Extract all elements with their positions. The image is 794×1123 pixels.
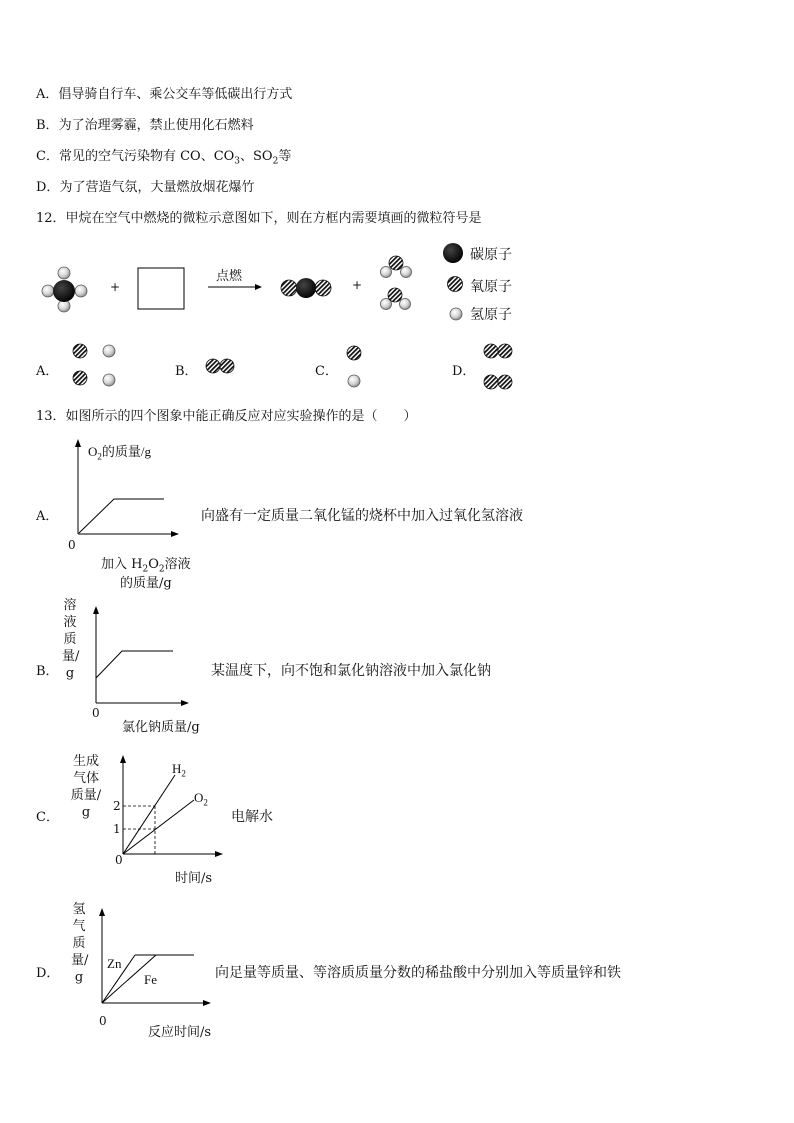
solution-mass-line (96, 651, 173, 678)
graph-a-xlabel-line2: 的质量/g (120, 576, 172, 591)
graph-b-ylabel: 溶液质量/g (62, 598, 80, 681)
water-molecule-icon (381, 288, 411, 310)
option-letter: B． (36, 118, 59, 133)
option-a (36, 83, 292, 102)
graph-d-description: 向足量等质量、等溶质质量分数的稀盐酸中分别加入等质量锌和铁 (215, 965, 621, 981)
question-13-stem: 13．如图所示的四个图象中能正确反应对应实验操作的是（ ） (36, 409, 417, 424)
legend-carbon-label: 碳原子 (470, 247, 512, 263)
legend-oxygen-label: 氧原子 (470, 279, 512, 295)
graph-b-xlabel: 氯化钠质量/g (122, 720, 200, 735)
option-d-letter: D． (452, 364, 476, 379)
option-c-particles (342, 340, 372, 390)
graph-c-h2-label: $H_2$ (172, 761, 186, 779)
graph-b-letter: B． (36, 664, 59, 679)
option-text: 为了营造气氛，大量燃放烟花爆竹 (59, 180, 255, 195)
graph-a-xlabel: 加入 $H_2O_2$溶液 (101, 557, 191, 575)
graph-b-description: 某温度下，向不饱和氯化钠溶液中加入氯化钠 (211, 663, 491, 679)
option-text: 倡导骑自行车、乘公交车等低碳出行方式 (58, 87, 293, 102)
oxygen-atom-icon (448, 277, 463, 292)
option-letter: A． (36, 87, 59, 102)
carbon-atom-icon (443, 243, 463, 263)
option-b-letter: B． (175, 364, 198, 379)
option-text-mid: 、SO (240, 149, 273, 164)
water-molecule-icon (381, 256, 412, 278)
graph-c-description: 电解水 (231, 809, 273, 825)
graph-d-zn-label: Zn (107, 956, 122, 971)
option-a-particles (68, 340, 118, 390)
option-letter: D． (36, 180, 60, 195)
graph-a-letter: A． (36, 509, 59, 524)
graph-b-origin: 0 (92, 706, 100, 720)
subscript: 2 (272, 156, 279, 167)
reaction-arrow (208, 284, 262, 290)
answer-box (138, 268, 184, 309)
graph-c-tick-1: 1 (113, 822, 121, 836)
graph-c (110, 752, 230, 862)
methane-molecule-icon (42, 267, 87, 312)
graph-a-ylabel: $O_2$的质量/g (88, 444, 152, 462)
graph-d-fe-label: Fe (144, 972, 157, 987)
graph-c-origin: 0 (115, 853, 123, 867)
hydrogen-atom-icon (450, 308, 462, 320)
question-12-stem: 12．甲烷在空气中燃烧的微粒示意图如下，则在方框内需要填画的微粒符号是 (36, 211, 482, 226)
option-b (36, 114, 254, 133)
plus-sign: + (352, 278, 363, 292)
h2-line (123, 775, 175, 854)
option-text-post: 等 (278, 149, 292, 164)
graph-b (88, 605, 192, 705)
o2-mass-line (79, 499, 164, 533)
graph-d-letter: D． (36, 966, 60, 981)
graph-c-o2-label: $O_2$ (194, 790, 208, 808)
option-text: 为了治理雾霾，禁止使用化石燃料 (58, 118, 254, 133)
option-d-particles (480, 338, 520, 394)
graph-a-origin: 0 (68, 538, 76, 552)
reaction-condition: 点燃 (216, 269, 243, 284)
graph-c-ylabel: 生成气体质量/g (70, 754, 102, 820)
o2-line (123, 800, 194, 854)
option-b-particle (202, 356, 242, 376)
option-a-letter: A． (36, 364, 59, 379)
graph-d-ylabel: 氢气质量/g (71, 902, 89, 985)
option-d (36, 176, 254, 195)
legend-hydrogen-label: 氢原子 (470, 307, 512, 323)
plus-sign: + (110, 280, 121, 294)
option-c-letter: C． (315, 364, 338, 379)
graph-c-letter: C． (36, 810, 59, 825)
graph-d-origin: 0 (99, 1014, 107, 1028)
graph-c-xlabel: 时间/s (175, 871, 213, 886)
option-letter: C． (36, 149, 59, 164)
subscript: 3 (234, 156, 241, 167)
graph-c-tick-2: 2 (113, 799, 121, 813)
option-text-pre: 常见的空气污染物有 CO、CO (58, 149, 235, 164)
carbon-dioxide-molecule-icon (281, 278, 331, 298)
graph-a-description: 向盛有一定质量二氧化锰的烧杯中加入过氧化氢溶液 (201, 508, 523, 524)
graph-d-xlabel: 反应时间/s (148, 1025, 212, 1040)
option-c (36, 145, 291, 167)
